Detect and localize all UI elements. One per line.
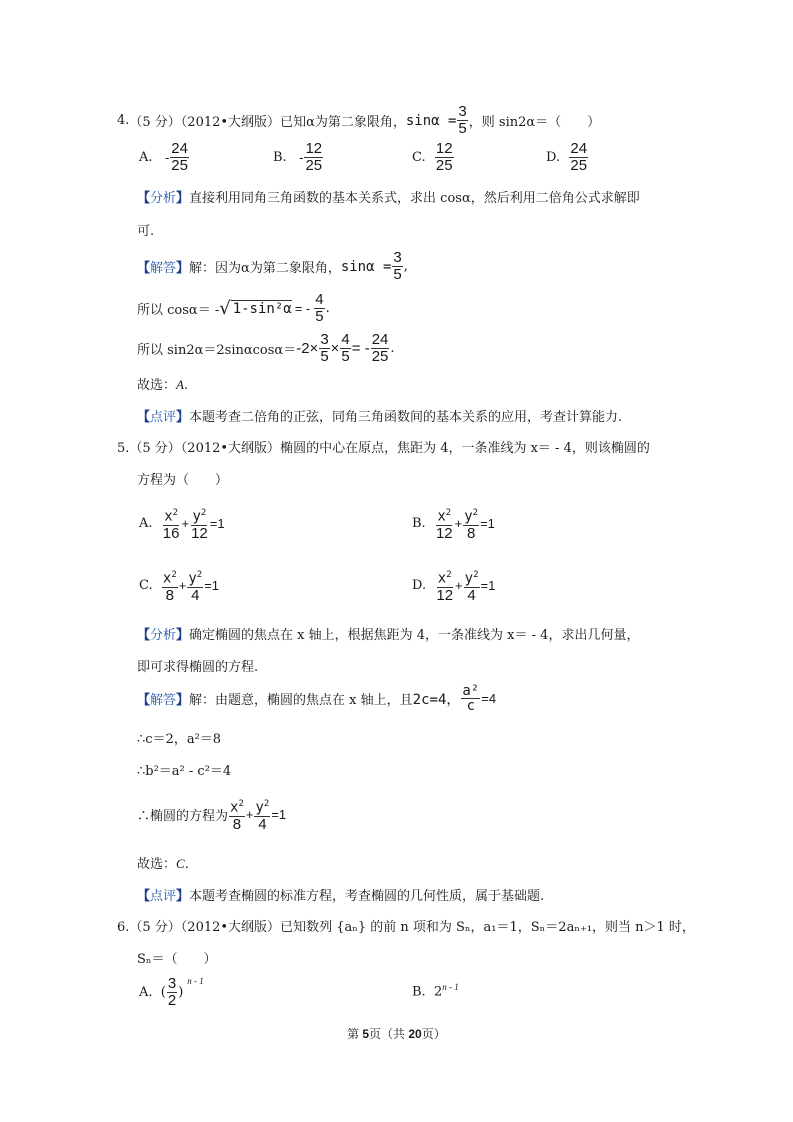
answer-value: A bbox=[176, 377, 184, 392]
page-footer: 第 5页（共 20页） bbox=[347, 1027, 446, 1041]
option-d: D. $\frac{x^2}{12}$ + $\frac{y^2}{4}$ =1 bbox=[412, 567, 495, 604]
answer-line: 故选：A. bbox=[137, 377, 189, 393]
question-6-stem: 6.（5 分）（2012•大纲版）已知数列 {aₙ} 的前 n 项和为 Sₙ，a₁＝1，Sₙ＝2aₙ₊₁，则当 n＞1 时， bbox=[117, 920, 695, 935]
answer-line: 故选：C. bbox=[137, 856, 189, 872]
solution-line-1: 【解答】 解：由题意，椭圆的焦点在 x 轴上，且 2c=4， $\frac{\text{a²}}{c}$ =4 bbox=[137, 683, 497, 714]
question-meta: （5 分）（2012•大纲版） bbox=[129, 115, 281, 130]
question-4-stem bbox=[117, 104, 600, 137]
option-d: D. $\frac{24}{25}$ bbox=[546, 140, 588, 174]
analysis-line-1: 【分析】确定椭圆的焦点在 x 轴上，根据焦距为 4，一条准线为 x＝ - 4，求出几何量， bbox=[137, 628, 640, 643]
option-c: C. $\frac{x^2}{8}$ + $\frac{y^2}{4}$ =1 bbox=[139, 567, 219, 604]
option-a: A. ( $\frac{3}{2}$ ) $^{n - 1}$ bbox=[139, 975, 204, 1009]
total-pages: 20 bbox=[408, 1027, 422, 1041]
current-page: 5 bbox=[362, 1027, 370, 1041]
analysis-line-2: 即可求得椭圆的方程. bbox=[137, 660, 259, 675]
solution-label: 【解答】 bbox=[137, 261, 190, 276]
comment-label: 【点评】 bbox=[137, 889, 190, 904]
solution-line-4: ∴椭圆的方程为 $\frac{x^2}{8}$ + $\frac{y^2}{4}$ =1 bbox=[137, 796, 286, 833]
comment-label: 【点评】 bbox=[137, 410, 190, 425]
comment-line: 【点评】本题考查二倍角的正弦，同角三角函数间的基本关系的应用，考查计算能力. bbox=[137, 410, 623, 425]
solution-line-3: ∴b²＝a² - c²＝4 bbox=[137, 764, 232, 779]
comment-line: 【点评】本题考查椭圆的标准方程，考查椭圆的几何性质，属于基础题. bbox=[137, 889, 545, 904]
option-a: A. - $\frac{24}{25}$ bbox=[139, 140, 188, 174]
analysis-label: 【分析】 bbox=[137, 628, 190, 643]
analysis-label: 【分析】 bbox=[137, 191, 190, 206]
option-b: B. - $\frac{12}{25}$ bbox=[273, 140, 323, 174]
option-b: B. 2$^{n - 1}$ bbox=[412, 982, 459, 1000]
question-5-stem-line-2: 方程为（ ） bbox=[137, 473, 229, 488]
solution-line-2: 所以 cosα＝ - √ 1-sin²α = - $\frac{4}{5}$ . bbox=[137, 291, 330, 325]
question-5-stem: 5.（5 分）（2012•大纲版）椭圆的中心在原点，焦距为 4，一条准线为 x＝ - 4，则该椭圆的 bbox=[117, 441, 650, 456]
option-c: C. $\frac{12}{25}$ bbox=[412, 140, 453, 174]
fraction: $\frac{3}{5}$ bbox=[458, 103, 467, 137]
question-number: 4. bbox=[117, 113, 130, 128]
question-text-tail: ，则 sin2α＝（ ） bbox=[468, 115, 601, 130]
option-b: B. $\frac{x^2}{12}$ + $\frac{y^2}{8}$ =1 bbox=[412, 505, 495, 542]
analysis-line-2: 可. bbox=[137, 224, 155, 239]
option-a: A. $\frac{x^2}{16}$ + $\frac{y^2}{12}$ =1 bbox=[139, 505, 225, 542]
question-text: 已知α为第二象限角， bbox=[280, 115, 406, 130]
solution-label: 【解答】 bbox=[137, 693, 190, 708]
answer-value: C bbox=[176, 856, 185, 871]
solution-line-1: 【解答】 解：因为α为第二象限角， sinα = $\frac{3}{5}$ , bbox=[137, 249, 408, 283]
analysis-line-1: 【分析】直接利用同角三角函数的基本关系式，求出 cosα，然后利用二倍角公式求解即 bbox=[137, 191, 640, 206]
math-expr: sinα = bbox=[405, 112, 457, 129]
question-6-stem-line-2: Sₙ＝（ ） bbox=[137, 952, 217, 967]
solution-line-2: ∴c＝2，a²＝8 bbox=[137, 732, 222, 747]
solution-line-3: 所以 sin2α＝2sinαcosα＝ -2× $\frac{3}{5}$ × $\frac{4}{5}$ = - $\frac{24}{25}$ . bbox=[137, 331, 395, 365]
